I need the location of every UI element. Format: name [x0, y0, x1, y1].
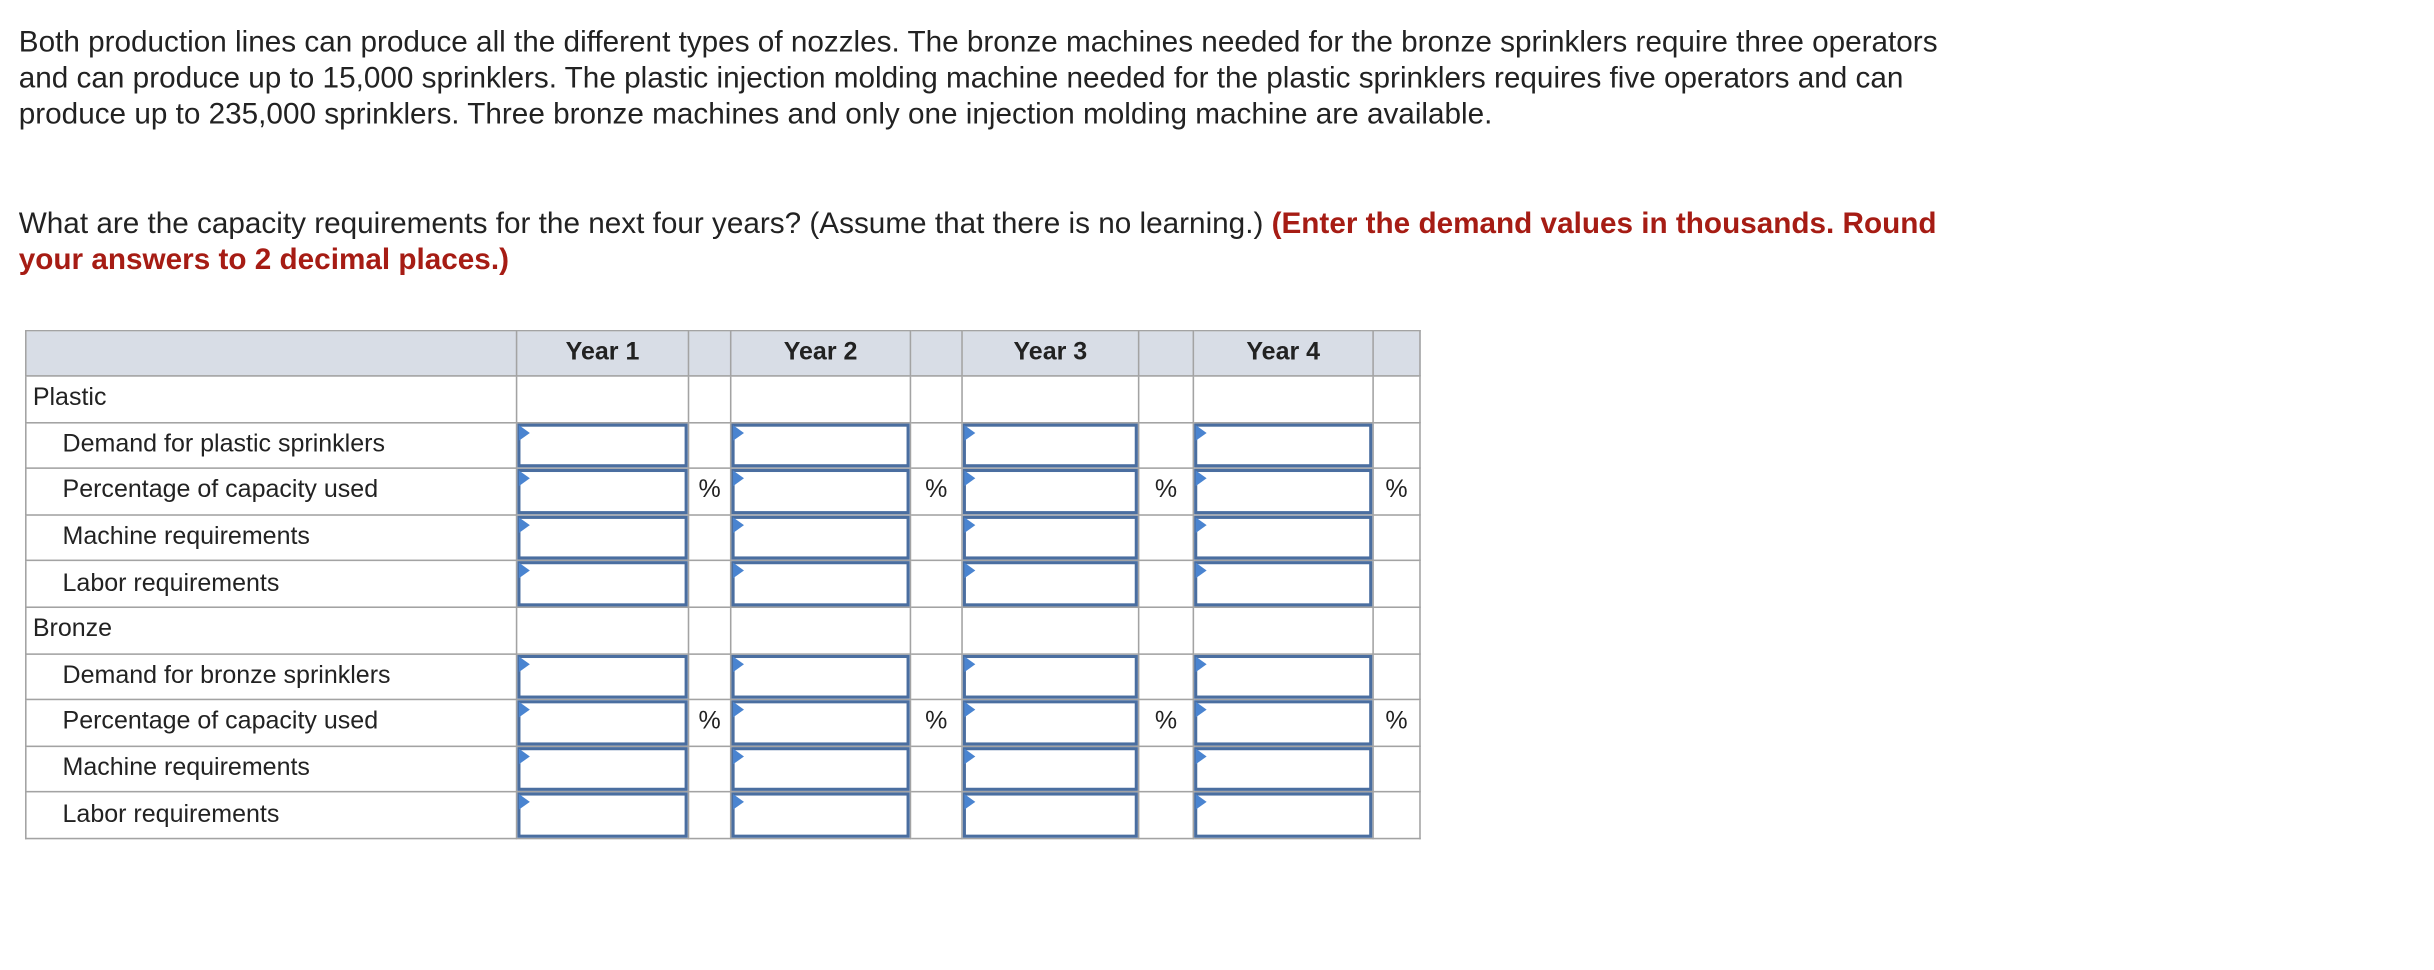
answer-input-year-2[interactable]	[731, 469, 909, 514]
empty-cell	[731, 607, 911, 653]
input-cell	[517, 422, 689, 468]
prompt-text: What are the capacity requirements for the next four years? (Assume that there is no learning.)	[18, 207, 1272, 241]
input-cell	[1193, 653, 1373, 699]
header-blank	[26, 331, 517, 376]
section-row-plastic	[26, 376, 1420, 422]
answer-input-year-2[interactable]	[731, 793, 909, 838]
header-year-2: Year 2	[731, 331, 911, 376]
input-cell	[962, 561, 1139, 607]
answer-input-year-4[interactable]	[1194, 469, 1372, 514]
input-cell	[962, 792, 1139, 838]
empty-cell	[1373, 607, 1420, 653]
section-label: Bronze	[26, 607, 517, 653]
input-cell	[731, 746, 911, 792]
input-cell	[517, 700, 689, 746]
empty-cell	[1193, 607, 1373, 653]
answer-input-year-1[interactable]	[517, 469, 687, 514]
answer-input-year-1[interactable]	[517, 747, 687, 792]
answer-input-year-2[interactable]	[731, 700, 909, 745]
empty-cell	[910, 515, 962, 561]
answer-input-year-3[interactable]	[963, 700, 1138, 745]
input-cell	[731, 653, 911, 699]
answer-input-year-1[interactable]	[517, 700, 687, 745]
answer-input-year-4[interactable]	[1194, 700, 1372, 745]
input-cell	[962, 653, 1139, 699]
input-cell	[1193, 700, 1373, 746]
empty-cell	[1373, 653, 1420, 699]
empty-cell	[1139, 376, 1194, 422]
empty-cell	[517, 376, 689, 422]
question-paragraph-context: Both production lines can produce all the different types of nozzles. The bronze machines needed for the bronze sprinklers require three operators and can produce up to 15,000 sprinklers. The plastic injection molding machine needed for the plastic sprinklers requires five operators and can produce up to 235,000 sprinklers. Three bronze machines and only one injection molding machine are available.	[18, 26, 1938, 132]
input-cell	[962, 422, 1139, 468]
answer-input-year-3[interactable]	[963, 654, 1138, 699]
empty-cell	[1373, 422, 1420, 468]
percent-sign: %	[689, 468, 731, 514]
empty-cell	[689, 561, 731, 607]
header-spacer	[689, 331, 731, 376]
input-cell	[1193, 468, 1373, 514]
answer-input-year-4[interactable]	[1194, 515, 1372, 560]
input-cell	[517, 561, 689, 607]
answer-input-year-2[interactable]	[731, 562, 909, 607]
row-label: Demand for plastic sprinklers	[26, 422, 517, 468]
input-cell	[517, 468, 689, 514]
empty-cell	[517, 607, 689, 653]
table-row	[26, 700, 1420, 746]
input-cell	[731, 792, 911, 838]
empty-cell	[1373, 376, 1420, 422]
empty-cell	[1139, 607, 1194, 653]
empty-cell	[689, 746, 731, 792]
capacity-requirements-table	[25, 330, 1421, 839]
empty-cell	[1373, 746, 1420, 792]
empty-cell	[1139, 792, 1194, 838]
empty-cell	[689, 792, 731, 838]
input-cell	[731, 468, 911, 514]
empty-cell	[910, 376, 962, 422]
answer-input-year-3[interactable]	[963, 515, 1138, 560]
input-cell	[1193, 422, 1373, 468]
empty-cell	[689, 653, 731, 699]
percent-sign: %	[689, 700, 731, 746]
answer-input-year-3[interactable]	[963, 562, 1138, 607]
header-year-4: Year 4	[1193, 331, 1373, 376]
table-row	[26, 746, 1420, 792]
empty-cell	[1373, 515, 1420, 561]
answer-input-year-2[interactable]	[731, 654, 909, 699]
input-cell	[962, 515, 1139, 561]
input-cell	[731, 700, 911, 746]
header-year-1: Year 1	[517, 331, 689, 376]
row-label: Labor requirements	[26, 792, 517, 838]
input-cell	[1193, 515, 1373, 561]
question-paragraph-prompt	[19, 206, 1941, 279]
empty-cell	[910, 746, 962, 792]
header-spacer	[1139, 331, 1194, 376]
empty-cell	[1193, 376, 1373, 422]
input-cell	[731, 422, 911, 468]
table-row	[26, 561, 1420, 607]
empty-cell	[1139, 746, 1194, 792]
answer-input-year-4[interactable]	[1194, 793, 1372, 838]
answer-input-year-4[interactable]	[1194, 654, 1372, 699]
input-cell	[517, 515, 689, 561]
answer-input-year-1[interactable]	[517, 793, 687, 838]
table-body	[26, 376, 1420, 839]
percent-sign: %	[1373, 468, 1420, 514]
row-label: Percentage of capacity used	[26, 468, 517, 514]
empty-cell	[1139, 653, 1194, 699]
input-cell	[962, 700, 1139, 746]
empty-cell	[910, 422, 962, 468]
empty-cell	[910, 792, 962, 838]
answer-input-year-1[interactable]	[517, 562, 687, 607]
answer-input-year-3[interactable]	[963, 469, 1138, 514]
empty-cell	[689, 515, 731, 561]
empty-cell	[910, 607, 962, 653]
header-spacer	[1373, 331, 1420, 376]
empty-cell	[689, 607, 731, 653]
input-cell	[962, 746, 1139, 792]
empty-cell	[1139, 422, 1194, 468]
row-label: Percentage of capacity used	[26, 700, 517, 746]
table-row	[26, 792, 1420, 838]
row-label: Machine requirements	[26, 515, 517, 561]
header-year-3: Year 3	[962, 331, 1139, 376]
empty-cell	[962, 376, 1139, 422]
answer-input-year-2[interactable]	[731, 423, 909, 468]
answer-input-year-1[interactable]	[517, 423, 687, 468]
answer-input-year-2[interactable]	[731, 747, 909, 792]
answer-input-year-4[interactable]	[1194, 747, 1372, 792]
input-cell	[517, 653, 689, 699]
percent-sign: %	[910, 468, 962, 514]
input-cell	[962, 468, 1139, 514]
empty-cell	[1373, 792, 1420, 838]
input-cell	[731, 561, 911, 607]
row-label: Machine requirements	[26, 746, 517, 792]
answer-input-year-4[interactable]	[1194, 562, 1372, 607]
empty-cell	[1139, 561, 1194, 607]
empty-cell	[731, 376, 911, 422]
section-label: Plastic	[26, 376, 517, 422]
answer-input-year-1[interactable]	[517, 515, 687, 560]
table-header-row	[26, 331, 1420, 376]
input-cell	[731, 515, 911, 561]
section-row-bronze	[26, 607, 1420, 653]
input-cell	[1193, 561, 1373, 607]
percent-sign: %	[1139, 468, 1194, 514]
input-cell	[517, 746, 689, 792]
empty-cell	[962, 607, 1139, 653]
percent-sign: %	[1139, 700, 1194, 746]
prompt-instruction: (Enter the demand values in thousands. Round your answers to 2 decimal places.)	[18, 207, 1937, 277]
empty-cell	[910, 653, 962, 699]
answer-input-year-4[interactable]	[1194, 423, 1372, 468]
table-row	[26, 653, 1420, 699]
answer-input-year-3[interactable]	[963, 423, 1138, 468]
table-row	[26, 515, 1420, 561]
row-label: Demand for bronze sprinklers	[26, 653, 517, 699]
answer-input-year-3[interactable]	[963, 747, 1138, 792]
header-spacer	[910, 331, 962, 376]
row-label: Labor requirements	[26, 561, 517, 607]
empty-cell	[1139, 515, 1194, 561]
answer-input-year-3[interactable]	[963, 793, 1138, 838]
empty-cell	[689, 376, 731, 422]
empty-cell	[910, 561, 962, 607]
answer-input-year-1[interactable]	[517, 654, 687, 699]
table-row	[26, 422, 1420, 468]
input-cell	[1193, 792, 1373, 838]
table-row	[26, 468, 1420, 514]
percent-sign: %	[910, 700, 962, 746]
empty-cell	[689, 422, 731, 468]
input-cell	[517, 792, 689, 838]
percent-sign: %	[1373, 700, 1420, 746]
input-cell	[1193, 746, 1373, 792]
empty-cell	[1373, 561, 1420, 607]
answer-input-year-2[interactable]	[731, 515, 909, 560]
